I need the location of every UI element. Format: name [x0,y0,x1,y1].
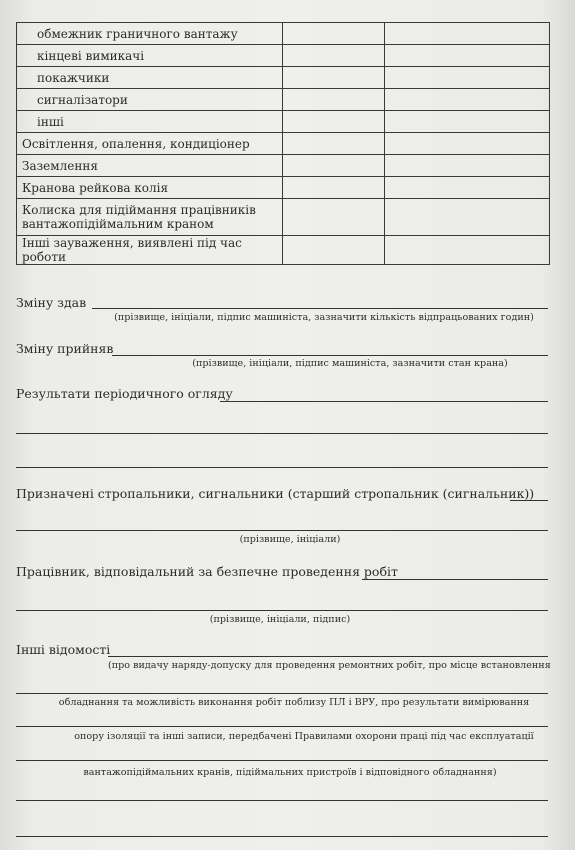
inspection-field-1[interactable] [220,401,548,402]
status-cell[interactable] [283,236,385,265]
status-cell[interactable] [283,177,385,199]
other-label: Інші відомості [16,642,111,657]
status-cell[interactable] [283,45,385,67]
row-label: інші [17,111,283,133]
responsible-field-1[interactable] [362,579,548,580]
other-hint-1: (про видачу наряду-допуску для проведення ремонтних робіт, про місце встановлення [108,660,551,671]
slingers-field-1[interactable] [510,500,548,501]
table-row [17,177,550,199]
table-row [17,199,550,236]
other-hint-2: обладнання та можливість виконання робіт поблизу ПЛ і ВРУ, про результати вимірювання [58,697,530,708]
table-row [17,89,550,111]
status-cell[interactable] [283,23,385,45]
remarks-cell[interactable] [385,23,550,45]
other-field-4[interactable] [16,760,548,761]
row-label: Заземлення [17,155,283,177]
remarks-cell[interactable] [385,236,550,265]
table-row [17,155,550,177]
row-label: Інші зауваження, виявлені під час роботи [17,236,283,265]
shift-handed-label: Зміну здав [16,295,87,310]
row-label: сигналізатори [17,89,283,111]
other-field-6[interactable] [16,836,548,837]
slingers-field-2[interactable] [16,530,548,531]
status-cell[interactable] [283,111,385,133]
slingers-hint: (прізвище, ініціали) [239,534,341,545]
remarks-cell[interactable] [385,45,550,67]
shift-handed-hint: (прізвище, ініціали, підпис машиніста, зазначити кількість відпрацьованих годин) [114,312,534,323]
shift-accepted-field[interactable] [112,355,548,356]
shift-accepted-label: Зміну прийняв [16,341,114,356]
row-label: Колиска для підіймання працівників вантажопідіймальним краном [17,199,283,236]
other-field-3[interactable] [16,726,548,727]
shift-handed-field[interactable] [92,308,548,309]
status-cell[interactable] [283,199,385,236]
remarks-cell[interactable] [385,89,550,111]
remarks-cell[interactable] [385,67,550,89]
other-hint-3: опору ізоляції та інші записи, передбачені Правилами охорони праці під час експлуатації [74,731,534,742]
row-label: обмежник граничного вантажу [17,23,283,45]
inspection-field-3[interactable] [16,467,548,468]
responsible-hint: (прізвище, ініціали, підпис) [209,614,351,625]
remarks-cell[interactable] [385,177,550,199]
table-row [17,67,550,89]
table-row [17,236,550,265]
inspection-table [16,22,550,265]
row-label: Кранова рейкова колія [17,177,283,199]
inspection-label: Результати періодичного огляду [16,386,233,401]
other-field-1[interactable] [108,656,548,657]
row-label: кінцеві вимикачі [17,45,283,67]
status-cell[interactable] [283,155,385,177]
remarks-cell[interactable] [385,111,550,133]
responsible-field-2[interactable] [16,610,548,611]
shift-accepted-hint: (прізвище, ініціали, підпис машиніста, зазначити стан крана) [192,358,508,369]
table-row [17,133,550,155]
responsible-label: Працівник, відповідальний за безпечне проведення робіт [16,564,398,579]
slingers-label: Призначені стропальники, сигнальники (старший стропальник (сигнальник)) [16,486,535,501]
table-row [17,23,550,45]
status-cell[interactable] [283,67,385,89]
table-row [17,45,550,67]
table-row [17,111,550,133]
remarks-cell[interactable] [385,155,550,177]
inspection-field-2[interactable] [16,433,548,434]
row-label: Освітлення, опалення, кондиціонер [17,133,283,155]
status-cell[interactable] [283,133,385,155]
remarks-cell[interactable] [385,133,550,155]
other-hint-4: вантажопідіймальних кранів, підіймальних пристроїв і відповідного обладнання) [83,767,497,778]
remarks-cell[interactable] [385,199,550,236]
row-label: покажчики [17,67,283,89]
other-field-5[interactable] [16,800,548,801]
status-cell[interactable] [283,89,385,111]
other-field-2[interactable] [16,693,548,694]
